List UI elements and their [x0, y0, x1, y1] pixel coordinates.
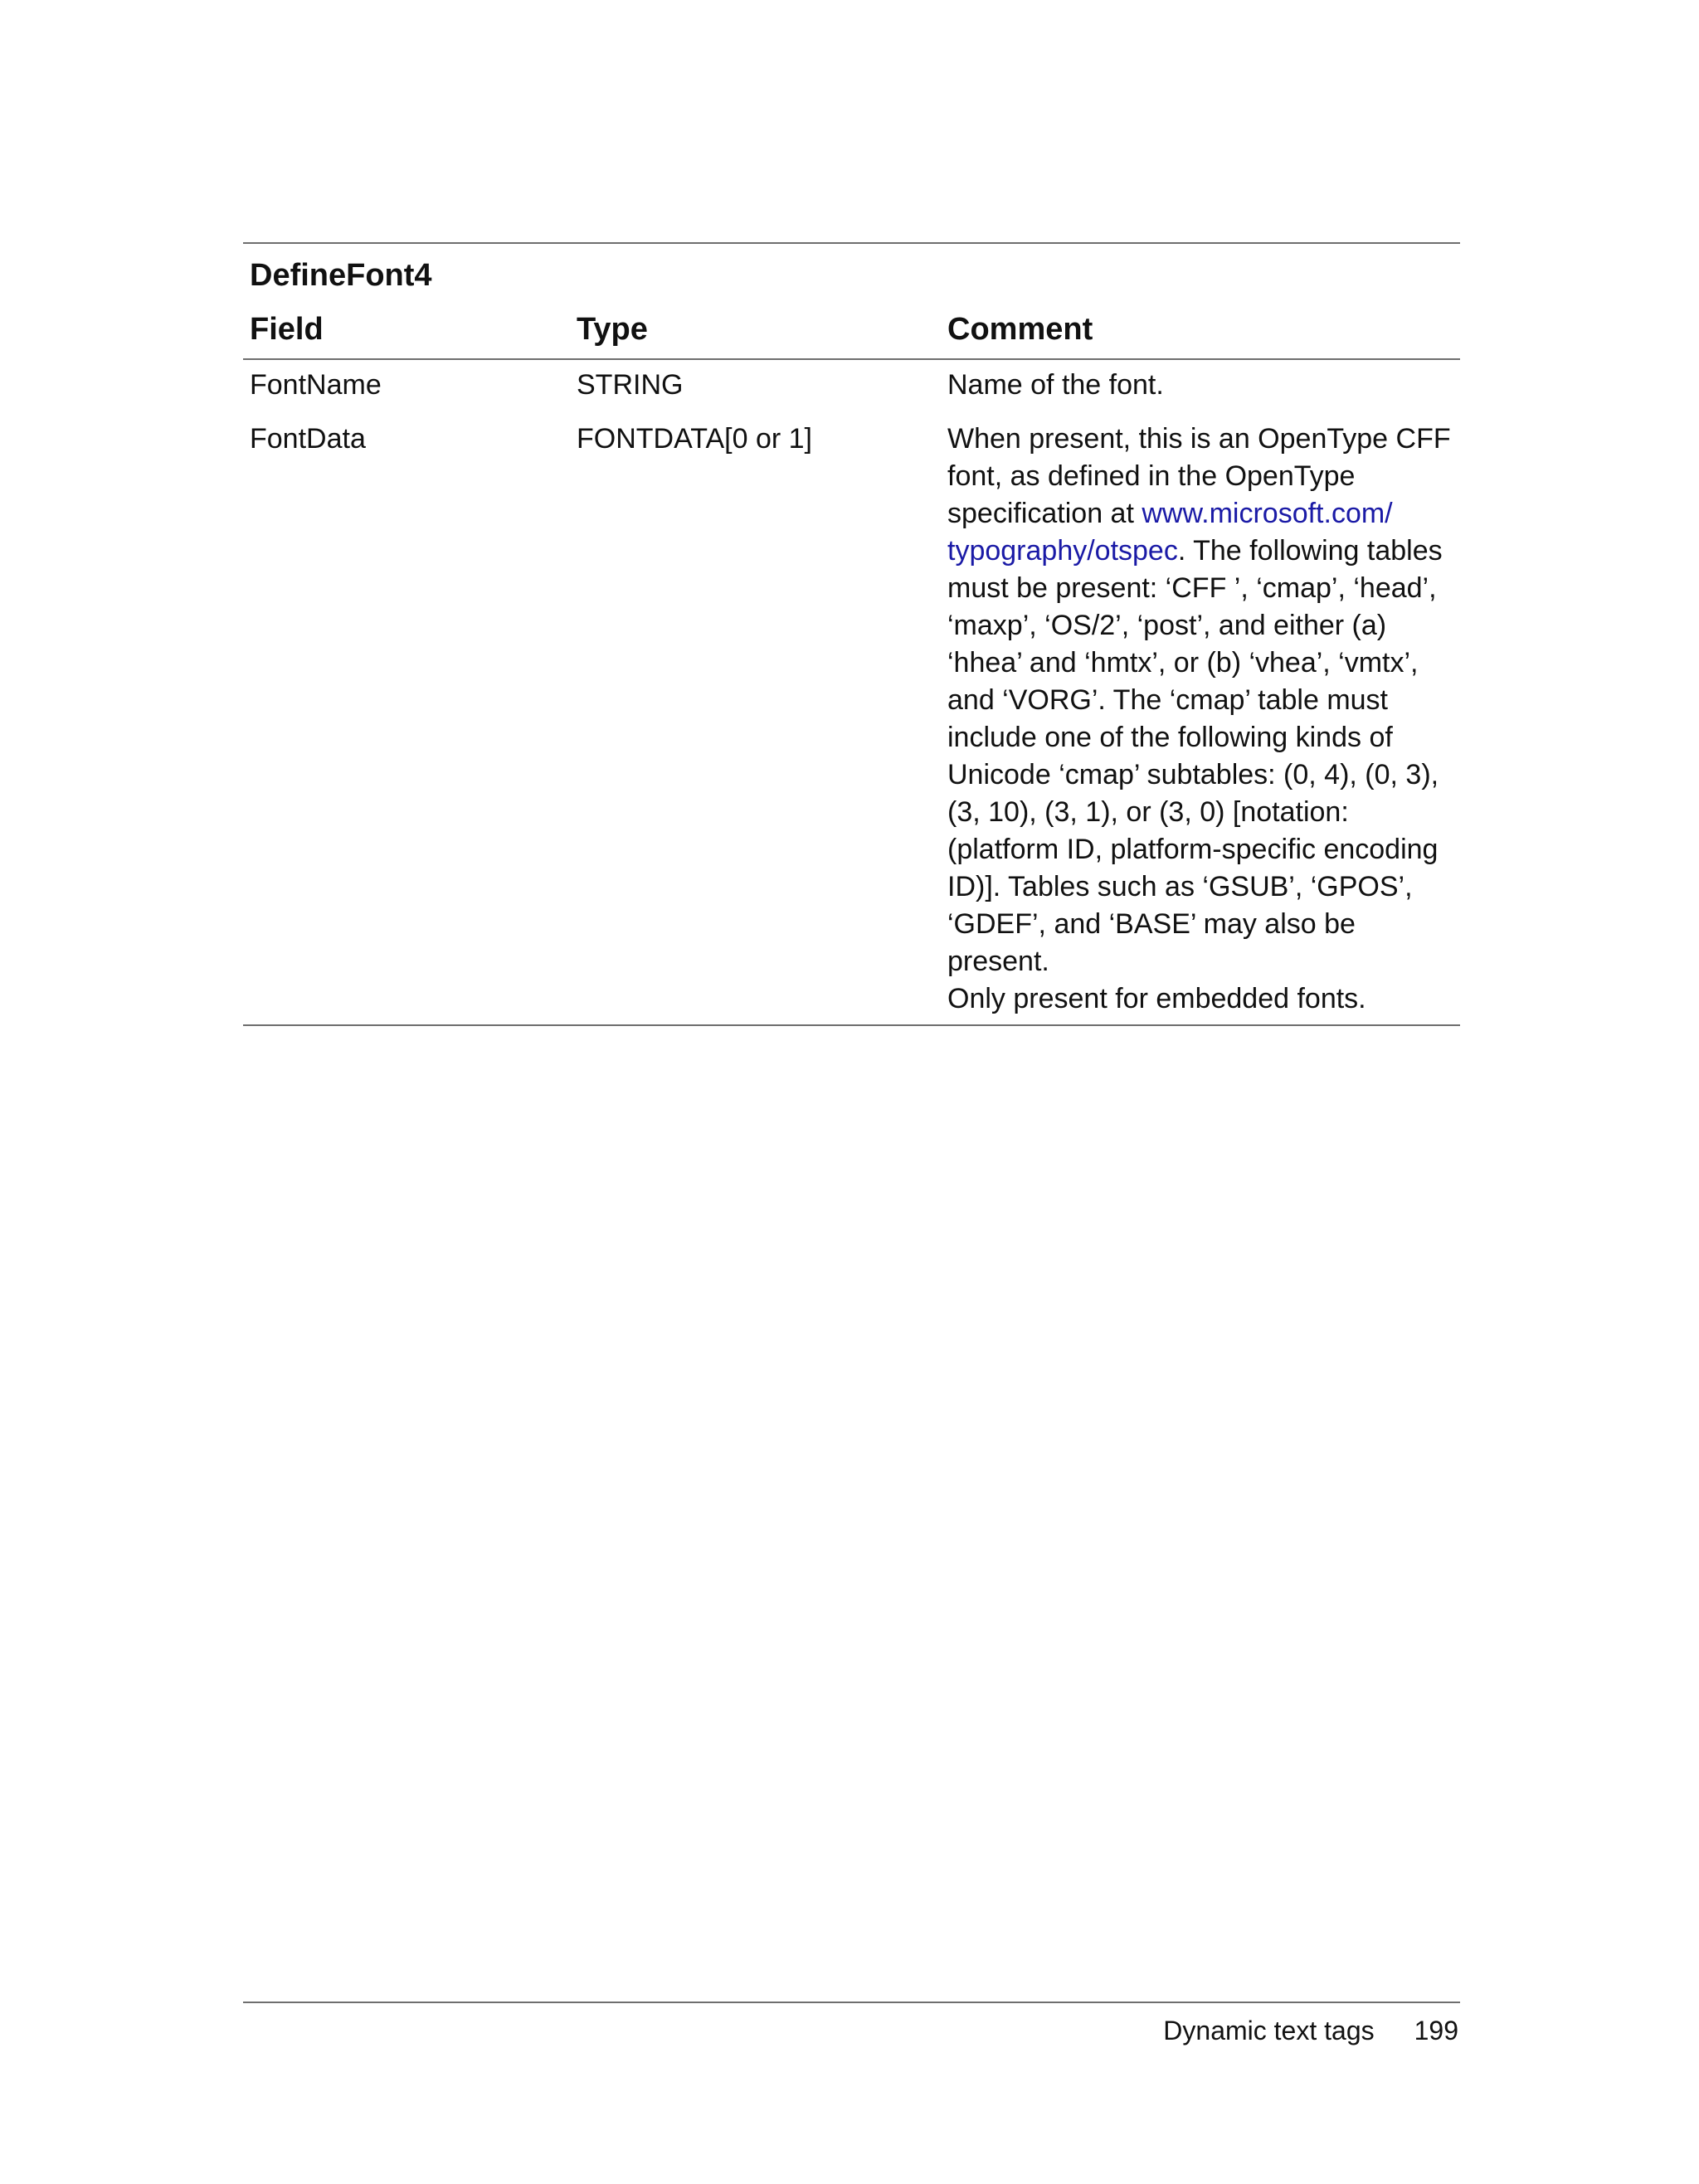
- header-type: Type: [577, 311, 648, 347]
- footer-section-title: Dynamic text tags: [1163, 2016, 1375, 2045]
- row-type: STRING: [577, 369, 684, 401]
- table-top-rule: [243, 242, 1460, 244]
- header-field: Field: [250, 311, 324, 347]
- table-row: [243, 421, 1460, 1018]
- table-bottom-rule: [243, 1024, 1460, 1026]
- row-comment: [947, 421, 1460, 1018]
- page-number: 199: [1414, 2016, 1458, 2045]
- row-field: FontName: [250, 369, 382, 401]
- row-comment: Name of the font.: [947, 369, 1164, 401]
- comment-note: Only present for embedded fonts.: [947, 983, 1366, 1014]
- table-title: DefineFont4: [250, 258, 432, 293]
- row-field: FontData: [250, 423, 366, 455]
- column-headers: [243, 300, 1460, 358]
- comment-text: . The following tables must be present: ‘CFF ’, ‘cmap’, ‘head’, ‘maxp’, ‘OS/2’, ‘post’, and either (a) ‘hhea’ and ‘hmtx’, or (b) ‘vhea’, ‘vmtx’, and ‘VORG’. The ‘cmap’ table must include one of the following kinds of Unicode ‘cmap’ subtables: (0, 4), (0, 3), (3, 10), (3, 1), or (3, 0) [notation: (platform ID, platform-specific encoding ID)]. Tables such as ‘GSUB’, ‘GPOS’, ‘GDEF’, and ‘BASE’ may also be present.: [947, 535, 1443, 977]
- row-type: FONTDATA[0 or 1]: [577, 423, 813, 455]
- otspec-link[interactable]: www.microsoft.com/ typography/otspec: [947, 498, 1393, 567]
- comment-text: When present, this is an OpenType CFF font, as defined in the OpenType specification at: [947, 423, 1451, 529]
- header-comment: Comment: [947, 311, 1093, 347]
- footer-rule: [243, 2002, 1460, 2003]
- table-row: [243, 367, 1460, 404]
- header-rule: [243, 358, 1460, 360]
- page-footer: [1163, 2016, 1458, 2046]
- definefont4-table: [243, 242, 1460, 1026]
